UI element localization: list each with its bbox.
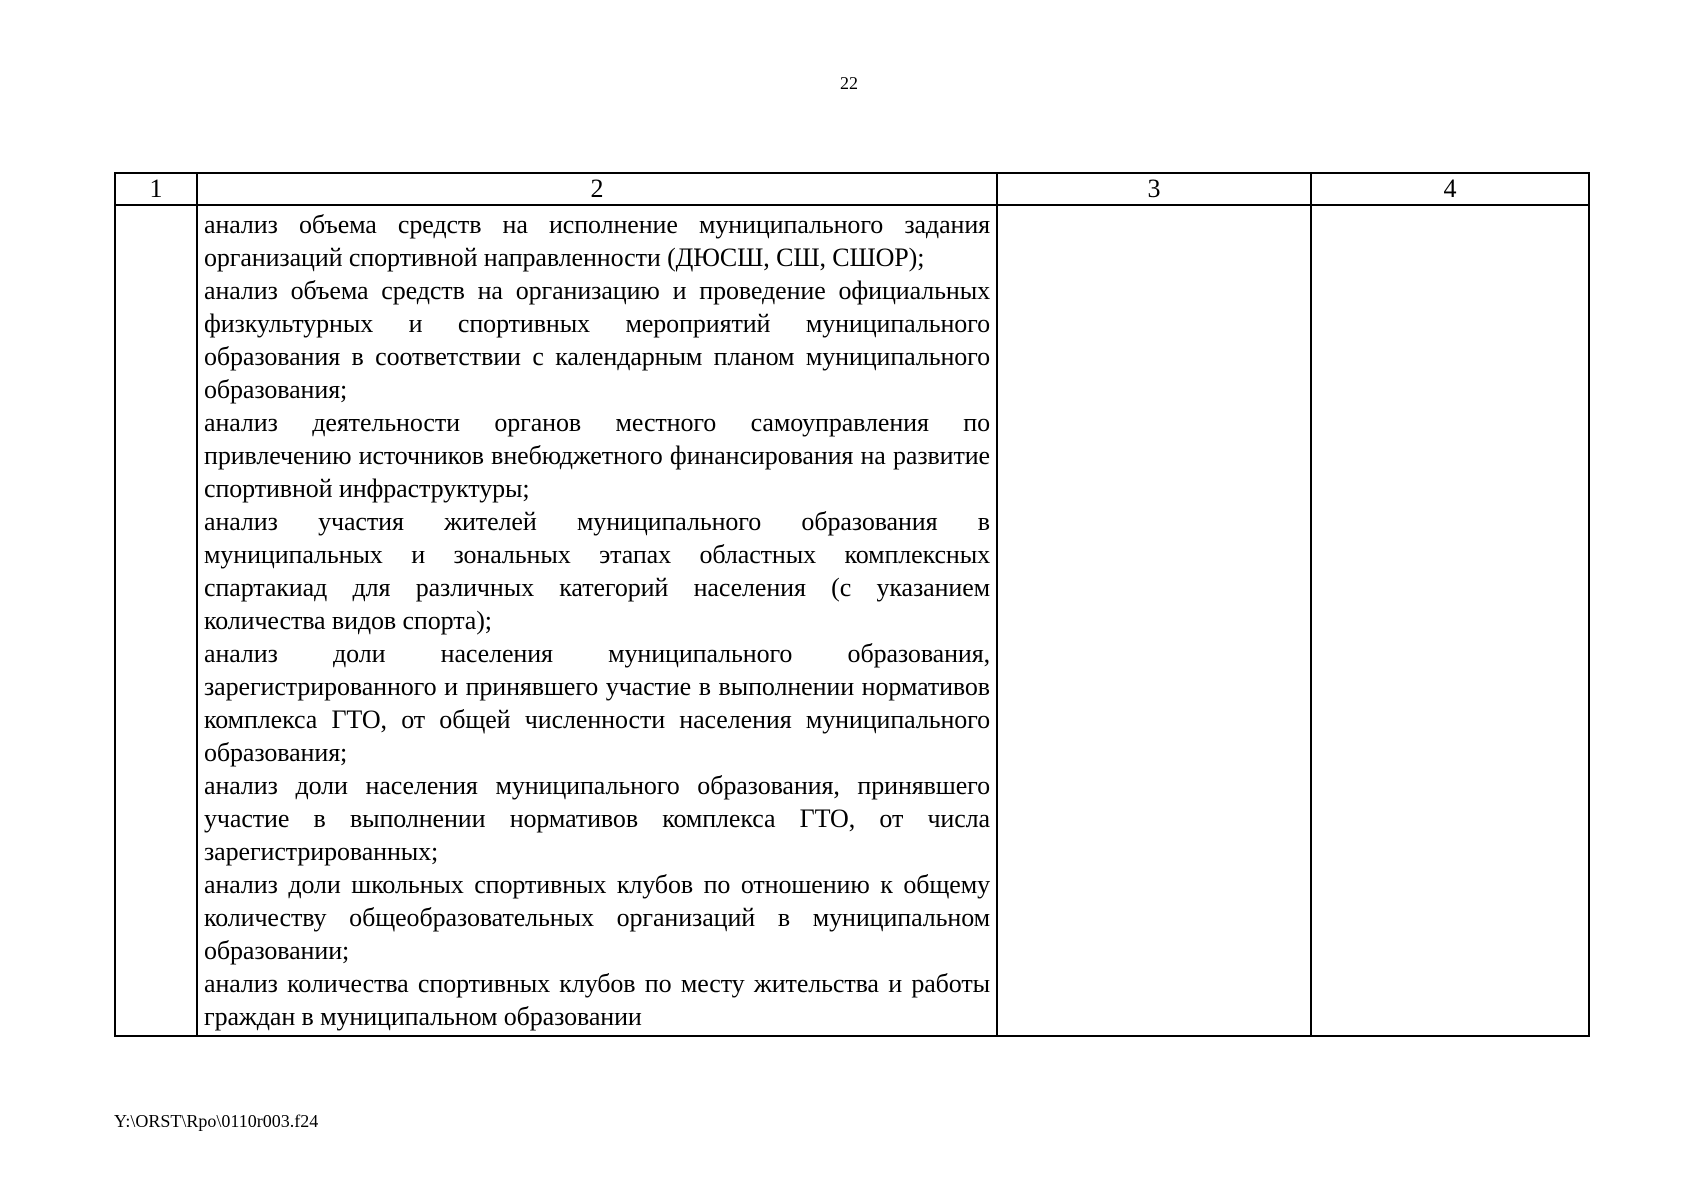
table-header-cell-1: 1 <box>115 173 197 205</box>
table-cell-col-3 <box>997 205 1311 1036</box>
paragraph: анализ доли населения муниципального образования, зарегистрированного и принявшего участие в выполнении нормативов комплекса ГТО, от общей численности населения муниципального образования; <box>204 639 990 767</box>
paragraph: анализ деятельности органов местного самоуправления по привлечению источников внебюджетного финансирования на развитие спортивной инфраструктуры; <box>204 408 990 503</box>
footer-file-path: Y:\ORST\Rpo\0110r003.f24 <box>114 1111 319 1131</box>
paragraph: анализ доли населения муниципального образования, принявшего участие в выполнении нормативов комплекса ГТО, от числа зарегистрированных; <box>204 771 990 866</box>
table-cell-col-4 <box>1311 205 1589 1036</box>
table-header-cell-4: 4 <box>1311 173 1589 205</box>
paragraph: анализ доли школьных спортивных клубов по отношению к общему количеству общеобразовательных организаций в муниципальном образовании; <box>204 870 990 965</box>
table-cell-col-2 <box>197 205 997 1036</box>
table-header-cell-2: 2 <box>197 173 997 205</box>
table-header-cell-3: 3 <box>997 173 1311 205</box>
table-header-row <box>115 173 1589 205</box>
document-table <box>114 172 1590 1037</box>
paragraph: анализ объема средств на исполнение муниципального задания организаций спортивной направленности (ДЮСШ, СШ, СШОР); <box>204 210 990 272</box>
paragraph: анализ объема средств на организацию и проведение официальных физкультурных и спортивных мероприятий муниципального образования в соответствии с календарным планом муниципального образования; <box>204 276 990 404</box>
page-number: 22 <box>840 73 858 93</box>
paragraph: анализ участия жителей муниципального образования в муниципальных и зональных этапах областных комплексных спартакиад для различных категорий населения (с указанием количества видов спорта); <box>204 507 990 635</box>
paragraph: анализ количества спортивных клубов по месту жительства и работы граждан в муниципальном образовании <box>204 969 990 1031</box>
table-row <box>115 205 1589 1036</box>
table-cell-col-1 <box>115 205 197 1036</box>
